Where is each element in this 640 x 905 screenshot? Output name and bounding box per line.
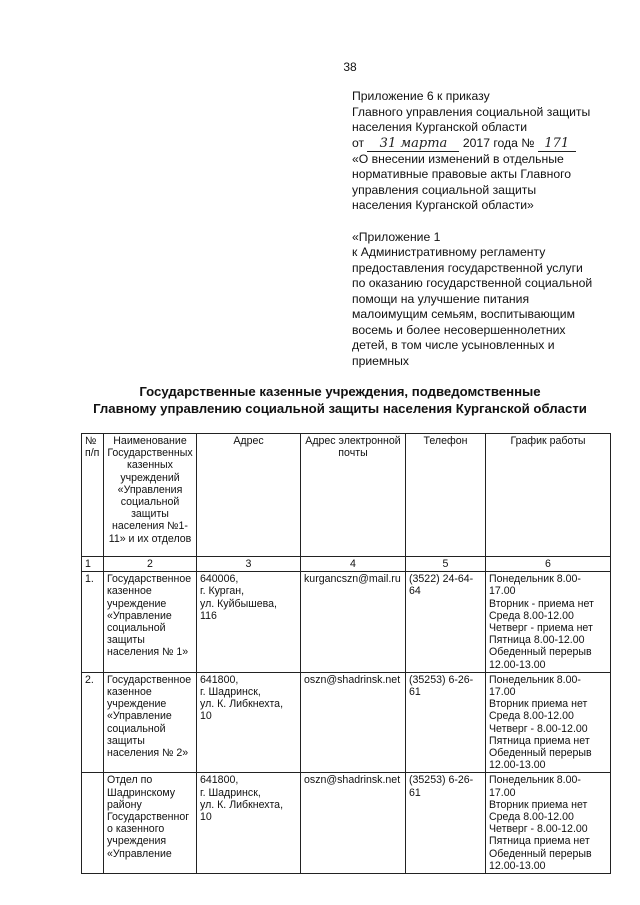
column-number: 5 (406, 557, 486, 572)
col-header-email: Адрес электронной почты (301, 434, 406, 557)
appendix-line: Приложение 6 к приказу (352, 89, 490, 103)
row-number (82, 773, 104, 874)
col-header-address: Адрес (197, 434, 301, 557)
institution-name: Государственное казенное учреждение «Управление социальной защиты населения № 1» (104, 572, 197, 673)
institutions-table (81, 433, 611, 874)
appendix-line: восемь и более несовершеннолетних (352, 322, 566, 337)
appendix-line: нормативные правовые акты Главного (352, 167, 572, 181)
column-number: 2 (104, 557, 197, 572)
date-prefix: от (352, 135, 365, 150)
institution-name: Отдел по Шадринскому району Государственног о казенного учреждения «Управление (104, 773, 197, 874)
appendix-line: приемных (352, 353, 409, 368)
row-number: 1. (82, 572, 104, 673)
table-row (82, 572, 611, 673)
appendix-line: населения Курганской области» (352, 198, 534, 212)
table-header-row (82, 434, 611, 557)
institution-schedule: Понедельник 8.00-17.00 Вторник приема нет Среда 8.00-12.00 Четверг - 8.00-12.00 Пятница приема нет Обеденный перерыв 12.00-13.00 (486, 672, 611, 773)
institution-name: Государственное казенное учреждение «Управление социальной защиты населения № 2» (104, 672, 197, 773)
institution-schedule: Понедельник 8.00-17.00 Вторник приема нет Среда 8.00-12.00 Четверг - 8.00-12.00 Пятница приема нет Обеденный перерыв 12.00-13.00 (486, 773, 611, 874)
page-number: 38 (343, 60, 357, 74)
regulation-reference (352, 230, 612, 370)
appendix-line: «Приложение 1 (352, 229, 441, 244)
institution-address: 641800, г. Шадринск, ул. К. Либкнехта, 10 (197, 672, 301, 773)
institution-address: 640006, г. Курган, ул. Куйбышева, 116 (197, 572, 301, 673)
document-heading (70, 383, 610, 417)
appendix-line: малоимущим семьям, воспитывающим (352, 307, 575, 321)
institution-email: oszn@shadrinsk.net (301, 672, 406, 773)
institution-address: 641800, г. Шадринск, ул. К. Либкнехта, 10 (197, 773, 301, 874)
institution-phone: (3522) 24-64- 64 (406, 572, 486, 673)
institution-phone: (35253) 6-26- 61 (406, 672, 486, 773)
col-header-schedule: График работы (486, 434, 611, 557)
column-number: 4 (301, 557, 406, 572)
column-number: 1 (82, 557, 104, 572)
institution-phone: (35253) 6-26- 61 (406, 773, 486, 874)
appendix-line: детей, в том числе усыновленных и (352, 338, 555, 352)
column-number: 3 (197, 557, 301, 572)
institution-email: kurgancszn@mail.ru (301, 572, 406, 673)
handwritten-date: 31 марта (367, 137, 459, 152)
appendix-line: помощи на улучшение питания (352, 291, 530, 306)
table-row (82, 672, 611, 773)
year-text: 2017 года № (462, 135, 535, 150)
row-number: 2. (82, 672, 104, 773)
handwritten-order-number: 171 (538, 137, 576, 152)
appendix-line: управления социальной защиты (352, 182, 537, 197)
col-header-num: № п/п (82, 434, 104, 557)
column-number: 6 (486, 557, 611, 572)
appendix-line: по оказанию государственной социальной (352, 276, 593, 290)
heading-line: Государственные казенные учреждения, подведомственные (139, 384, 541, 399)
institution-schedule: Понедельник 8.00-17.00 Вторник - приема нет Среда 8.00-12.00 Четверг - приема нет Пятница 8.00-12.00 Обеденный перерыв 12.00-13.00 (486, 572, 611, 673)
heading-line: Главному управлению социальной защиты населения Курганской области (93, 401, 587, 416)
appendix-line: предоставления государственной услуги (352, 260, 583, 275)
col-header-name: Наименование Государственных казенных учреждений «Управления социальной защиты населения №1- 11» и их отделов (104, 434, 197, 557)
appendix-line: к Административному регламенту (352, 245, 546, 259)
appendix-line: «О внесении изменений в отдельные (352, 151, 564, 166)
appendix-line: населения Курганской области (352, 120, 528, 134)
institution-email: oszn@shadrinsk.net (301, 773, 406, 874)
col-header-phone: Телефон (406, 434, 486, 557)
column-number-row (82, 557, 611, 572)
order-date-line (352, 136, 612, 152)
table-row (82, 773, 611, 874)
appendix-line: Главного управления социальной защиты (352, 104, 591, 119)
appendix-header (352, 89, 612, 369)
